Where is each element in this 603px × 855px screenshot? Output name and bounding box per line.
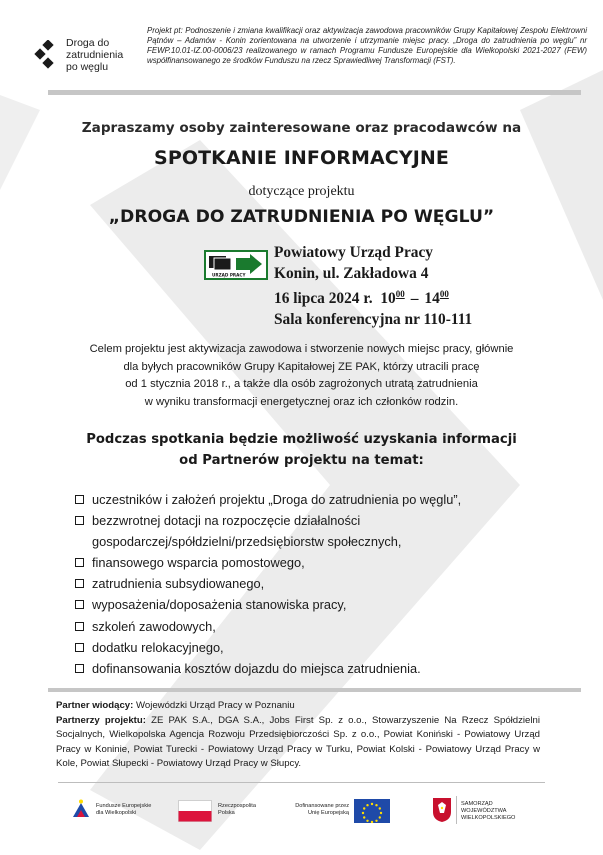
time-from-min: 00 [395,289,405,299]
office-icon-label: URZĄD PRACY [212,272,246,278]
project-partners-label: Partnerzy projektu: [56,714,146,726]
checkbox-icon [75,600,84,609]
concerning-line: dotyczące projektu [248,184,355,199]
venue-office: Powiatowy Urząd Pracy [274,244,433,261]
topic-text: dofinansowania kosztów dojazdu do miejsca zatrudnienia. [92,660,421,676]
lead-partner-value: Wojewódzki Urząd Pracy w Poznaniu [135,700,295,711]
partners-section [56,699,540,772]
eu-flag-icon [354,799,390,823]
topic-text: bezzwrotnej dotacji na rozpoczęcie działalności [92,513,361,529]
meeting-topics-heading [0,429,603,471]
venue-date: 16 lipca 2024 r. [274,290,373,307]
logo-separator [456,796,457,824]
topic-text: dodatku relokacyjnego, [92,639,224,655]
list-item [75,658,575,679]
list-item [75,573,575,594]
rp-line: Rzeczpospolita [218,803,256,809]
checkbox-icon [75,558,84,567]
checkbox-icon [75,495,84,504]
list-item [75,637,575,658]
pl-flag-icon [178,800,212,822]
topic-text: wyposażenia/doposażenia stanowiska pracy, [92,597,347,613]
rp-line: Polska [218,810,235,816]
logo-line: Droga do [66,37,110,49]
eu-cofinance-logo [283,794,393,828]
checkbox-icon [75,622,84,631]
sw-line: WIELKOPOLSKIEGO [461,815,516,821]
footer-divider [58,782,545,783]
venue-datetime [274,284,472,309]
ue-line: Unię Europejską [307,810,349,816]
coat-of-arms-icon [432,797,452,823]
ue-line: Dofinansowane przez [295,803,349,809]
project-name: „DROGA DO ZATRUDNIENIA PO WĘGLU” [108,207,495,227]
venue-details [274,242,472,330]
sw-line: WOJEWÓDZTWA [461,808,507,814]
project-partners-value: ZE PAK S.A., DGA S.A., Jobs First Sp. z o.o., Stowarzyszenie Na Rzecz Spółdzielni Socjalnych, Wielkopolska Agencja Rozwoju Przedsiębiorczości Sp. z o.o., Powiat Koniński - Powiatowy Urząd Pracy w Koninie, Powiat Turecki - Powiatowy Urząd Pracy w Turku, Powiat Kolski - Powiatowy Urząd Pracy w Kole, Powiat Słupecki - Powiatowy Urząd Pracy w Słupcy. [56,714,540,770]
project-goal [40,341,563,411]
rzeczpospolita-logo [178,794,268,828]
heading-line: od Partnerów projektu na temat: [179,453,424,468]
goal-line: dla byłych pracowników Grupy Kapitałowej ZE PAK, którzy utracili pracę [123,360,480,373]
checkbox-icon [75,516,84,525]
fe-line: Fundusze Europejskie [96,803,152,809]
list-item [75,552,575,573]
partners-divider [48,688,581,692]
list-item [75,510,575,531]
list-item [75,616,575,637]
project-info: Projekt pt: Podnoszenie i zmiana kwalifikacji oraz aktywizacja zawodowa pracowników Grupy Kapitałowej Zespołu Elektrowni Pątnów – Adamów - Konin zorientowana na utworzenie i utrzymanie miejsc pracy. „Droga do zatrudnienia po węglu” nr FEWP.10.01-IZ.00-0006/23 realizowanego w ramach Programu Fundusze Europejskie dla Wielkopolski 2021-2027 (FEW) współfinansowanego ze środków Funduszu na rzecz Sprawiedliwej Transformacji (FST). [147,26,587,65]
topic-text: zatrudnienia subsydiowanego, [92,576,265,592]
time-to-min: 00 [439,289,449,299]
project-partners [56,714,540,772]
lead-partner [56,699,540,714]
list-item-continuation [75,531,575,552]
droga-logo-text [66,37,123,73]
fe-line: dla Wielkopolski [96,810,137,816]
logo-line: zatrudnienia [66,49,124,61]
venue-address: Konin, ul. Zakładowa 4 [274,265,429,282]
topic-text: gospodarczej/spółdzielni/przedsiębiorstw społecznych, [92,534,402,550]
topic-text: finansowego wsparcia pomostowego, [92,555,305,571]
meeting-title: SPOTKANIE INFORMACYJNE [154,147,449,169]
logo-line: po węglu [66,61,109,73]
checkbox-icon [75,643,84,652]
time-separator: – [410,290,419,307]
heading-line: Podczas spotkania będzie możliwość uzyskania informacji [86,432,517,447]
invite-line: Zapraszamy osoby zainteresowane oraz pracodawców na [81,120,522,136]
topics-list [75,489,575,679]
topic-text: uczestników i założeń projektu „Droga do zatrudnienia po węglu”, [92,492,462,507]
goal-line: Celem projektu jest aktywizacja zawodowa i stworzenie nowych miejsc pracy, głównie [89,343,514,355]
sw-line: SAMORZĄD [461,801,493,807]
droga-logo [34,34,124,78]
topic-text: szkoleń zawodowych, [92,618,216,634]
checkbox-icon [75,664,84,673]
footer-logos [70,794,530,828]
goal-line: w wyniku transformacji energetycznej oraz ich członków rodzin. [144,395,459,408]
list-item [75,594,575,615]
office-icon [204,250,268,280]
checkbox-icon [75,579,84,588]
lead-partner-label: Partner wiodący: [56,700,134,711]
header [30,26,586,86]
droga-logo-mark-icon [34,40,58,70]
samorzad-wojewodztwa-logo [432,794,532,828]
fundusze-europejskie-logo [70,794,160,828]
time-to-hour: 14 [424,290,440,307]
header-divider [48,90,581,95]
goal-line: od 1 stycznia 2018 r., a także dla osób zagrożonych utratą zatrudnienia [125,378,478,390]
time-from-hour: 10 [380,290,396,307]
venue-room: Sala konferencyjna nr 110-111 [274,311,473,328]
list-item [75,489,575,510]
fe-star-icon [70,798,92,822]
